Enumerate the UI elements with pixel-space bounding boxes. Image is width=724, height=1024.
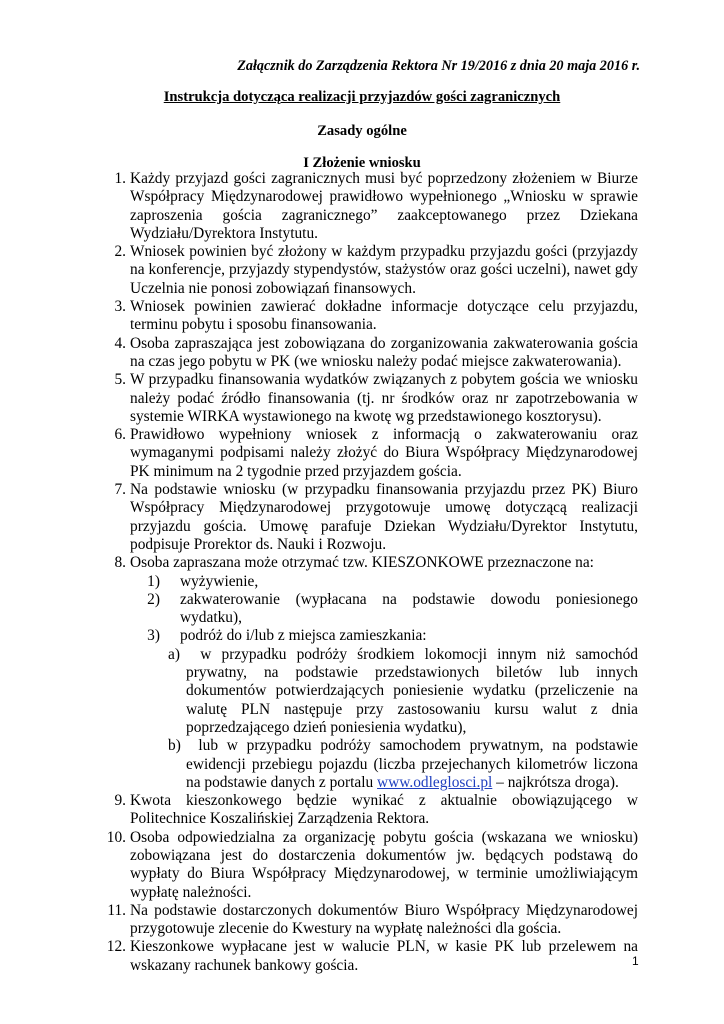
list-item — [95, 481, 638, 554]
sub-item — [130, 573, 638, 591]
odleglosci-link[interactable]: www.odleglosci.pl — [377, 773, 493, 791]
document-title: Instrukcja dotycząca realizacji przyjazdów gości zagranicznych — [163, 89, 561, 105]
option-a: a) w przypadku podróży środkiem lokomocji innym niż samochód prywatny, na podstawie przedstawionych biletów lub innych dokumentów potwierdzających poniesienie wydatku (przeliczenie na walutę PLN następuje przy zastosowaniu kursu walut z dnia poprzedzającego dzień poniesienia wydatku), — [168, 645, 638, 736]
item-text: Każdy przyjazd gości zagranicznych musi być poprzedzony złożeniem w Biurze Współpracy Międzynarodowej prawidłowo wypełnionego „Wniosku w sprawie zaproszenia gościa zagranicznego” zaakceptowanego przez Dziekana Wydziału/Dyrektora Instytutu. — [130, 170, 638, 242]
item-number: 11. — [107, 901, 126, 919]
list-item — [95, 243, 638, 298]
list-item — [95, 371, 638, 426]
list-item — [95, 426, 638, 481]
item-number: 12. — [106, 938, 126, 956]
item-number: 6. — [114, 426, 126, 444]
item-text: Osoba odpowiedzialna za organizację pobytu gościa (wskazana we wniosku) zobowiązana jest do dostarczenia dokumentów jw. będących podstawą do wypłaty do Biura Współpracy Międzynarodowej, w terminie umożliwiającym wypłatę należności. — [130, 828, 638, 901]
sub-item-number: 2) — [147, 590, 160, 608]
list-item — [95, 335, 638, 372]
item-number: 1. — [114, 170, 126, 187]
item-text: Wniosek powinien zawierać dokładne informacje dotyczące celu przyjazdu, terminu pobytu i sposobu finansowania. — [130, 298, 638, 334]
annex-header: Załącznik do Zarządzenia Rektora Nr 19/2016 z dnia 20 maja 2016 r. — [237, 58, 640, 74]
option-b — [130, 737, 638, 792]
document-subtitle: Zasady ogólne — [317, 123, 407, 139]
sub-item-number: 1) — [147, 572, 160, 590]
option-b-after: – najkrótsza droga). — [492, 773, 619, 791]
page-number: 1 — [632, 954, 639, 968]
item-number: 9. — [114, 792, 126, 810]
item-text: Kwota kieszonkowego będzie wynikać z aktualnie obowiązującego w Politechnice Koszalińskiej Zarządzenia Rektora. — [130, 792, 638, 828]
item-text: Osoba zapraszana może otrzymać tzw. KIESZONKOWE przeznaczone na: — [130, 554, 594, 572]
option-b-text: b) lub w przypadku podróży samochodem prywatnym, na podstawie ewidencji przebiegu pojazdu (liczba przejechanych kilometrów liczona na podstawie danych z portalu — [168, 737, 638, 791]
sub-item — [130, 591, 638, 628]
item-text: Wniosek powinien być złożony w każdym przypadku przyjazdu gości (przyjazdy na konferencje, przyjazdy stypendystów, stażystów oraz gości uczelni), nawet gdy Uczelnia nie ponosi zobowiązań finansowych. — [130, 243, 638, 297]
sub-item — [130, 627, 638, 645]
numbered-list — [95, 170, 638, 975]
item-text: Na podstawie wniosku (w przypadku finansowania przyjazdu przez PK) Biuro Współpracy Międzynarodowej przygotowuje umowę dotyczącą realizacji przyjazdu gościa. Umowę parafuje Dziekan Wydziału/Dyrektor Instytutu, podpisuje Prorektor ds. Nauki i Rozwoju. — [130, 481, 638, 553]
item-text: Osoba zapraszająca jest zobowiązana do zorganizowania zakwaterowania gościa na czas jego pobytu w PK (we wniosku należy podać miejsce zakwaterowania). — [130, 334, 638, 370]
item-text: Prawidłowo wypełniony wniosek z informacją o zakwaterowaniu oraz wymaganymi podpisami należy złożyć do Biura Współpracy Międzynarodowej PK minimum na 2 tygodnie przed przyjazdem gościa. — [130, 426, 638, 480]
list-item — [95, 170, 638, 243]
section-heading: I Złożenie wniosku — [303, 155, 421, 171]
item-number: 7. — [114, 481, 126, 499]
sub-item-number: 3) — [147, 627, 160, 645]
list-item — [95, 298, 638, 335]
item-text: W przypadku finansowania wydatków związanych z pobytem gościa we wniosku należy podać źródło finansowania (tj. nr środków oraz nr zapotrzebowania w systemie WIRKA wystawionego na kwotę wg przedstawionego kosztorysu). — [130, 371, 638, 425]
item-text: Kieszonkowe wypłacane jest w walucie PLN, w kasie PK lub przelewem na wskazany rachunek bankowy gościa. — [130, 938, 638, 974]
item-number: 3. — [114, 298, 126, 316]
item-number: 2. — [114, 243, 126, 261]
item-number: 4. — [114, 334, 126, 352]
item-number: 10. — [106, 828, 126, 846]
sub-item-text: podróż do i/lub z miejsca zamieszkania: — [180, 627, 427, 645]
item-number: 8. — [114, 554, 126, 572]
list-item — [95, 792, 638, 829]
list-item — [95, 902, 638, 939]
list-item — [95, 829, 638, 902]
item-number: 5. — [114, 371, 126, 389]
sub-item-text: wyżywienie, — [180, 572, 259, 590]
list-item — [95, 938, 638, 975]
item-text: Na podstawie dostarczonych dokumentów Biuro Współpracy Międzynarodowej przygotowuje zlecenie do Kwestury na wypłatę należności dla gościa. — [130, 901, 638, 938]
list-item — [95, 554, 638, 792]
sub-item-text: zakwaterowanie (wypłacana na podstawie dowodu poniesionego wydatku), — [180, 590, 638, 627]
